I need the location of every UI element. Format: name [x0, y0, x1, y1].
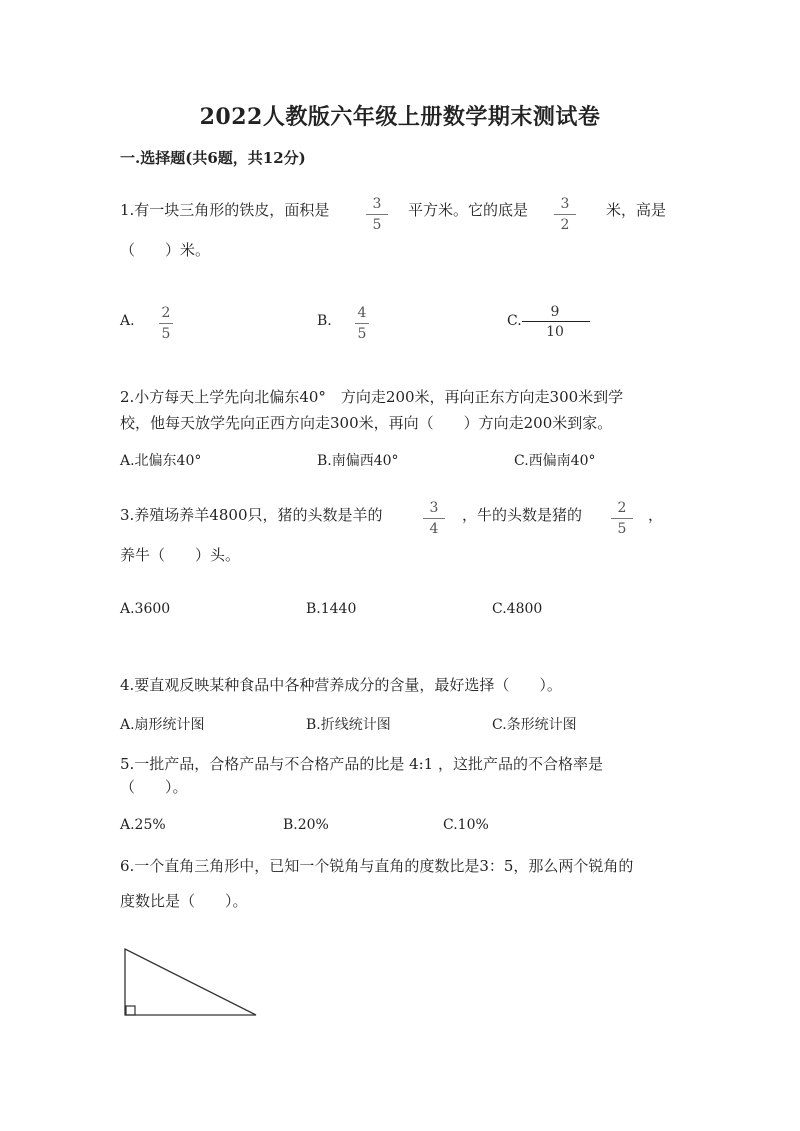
q3-option-b: B.1440 — [306, 601, 357, 617]
q5-text-line1: 5.一批产品，合格产品与不合格产品的比是 4:1 ，这批产品的不合格率是 — [120, 755, 603, 773]
q1-option-b-denominator: 5 — [357, 326, 367, 342]
q6-text-line1: 6.一个直角三角形中，已知一个锐角与直角的度数比是3：5，那么两个锐角的 — [120, 857, 634, 875]
q1-option-c-fraction-bar — [522, 321, 590, 322]
q4-option-b: B.折线统计图 — [306, 717, 391, 733]
q5-option-a: A.25% — [120, 817, 166, 833]
q2-option-c: C.西偏南40° — [514, 453, 596, 469]
q4-option-a: A.扇形统计图 — [120, 717, 205, 733]
q1-option-c-label: C. — [507, 313, 522, 329]
q1-option-c-numerator: 9 — [550, 304, 560, 320]
q3-option-a: A.3600 — [120, 601, 171, 617]
q1-text-line2: （ ）米。 — [120, 241, 211, 259]
q2-option-b: B.南偏西40° — [317, 453, 399, 469]
q3-fraction-pigs-denominator: 4 — [429, 521, 439, 537]
q3-fraction-pigs — [423, 499, 445, 538]
q4-option-c: C.条形统计图 — [492, 717, 577, 733]
q3-option-c: C.4800 — [492, 601, 543, 617]
q1-option-b-numerator: 4 — [357, 305, 367, 321]
q3-fraction-pigs-numerator: 3 — [429, 500, 439, 516]
q1-option-a-denominator: 5 — [161, 326, 171, 342]
right-angle-marker — [126, 1006, 135, 1015]
q1-text-part1: 1.有一块三角形的铁皮，面积是 — [120, 201, 330, 219]
section-heading: 一.选择题(共6题，共12分) — [120, 149, 306, 167]
q3-fraction-cows — [611, 499, 633, 538]
q1-text-part2: 平方米。它的底是 — [408, 201, 529, 219]
q1-text-part3: 米，高是 — [606, 201, 667, 219]
q3-text-part2: ，牛的头数是猪的 — [462, 506, 583, 524]
q1-fraction-area-denominator: 5 — [372, 217, 382, 233]
q2-text-line1: 2.小方每天上学先向北偏东40° 方向走200米，再向正东方向走300米到学 — [120, 388, 624, 406]
q1-option-b-label: B. — [317, 313, 332, 329]
q3-fraction-cows-numerator: 2 — [617, 500, 627, 516]
q1-fraction-base-denominator: 2 — [560, 217, 570, 233]
q1-option-a-label: A. — [120, 313, 135, 329]
q1-option-a-fraction — [159, 304, 173, 343]
q3-text-part1: 3.养殖场养羊4800只，猪的头数是羊的 — [120, 506, 383, 524]
q2-option-a: A.北偏东40° — [120, 453, 202, 469]
q5-option-b: B.20% — [283, 817, 329, 833]
right-triangle-figure — [115, 940, 265, 1025]
q5-text-line2: （ ）。 — [120, 778, 188, 796]
q4-text: 4.要直观反映某种食品中各种营养成分的含量，最好选择（ ）。 — [120, 676, 562, 694]
q1-fraction-base — [554, 195, 576, 234]
q1-fraction-base-numerator: 3 — [560, 196, 570, 212]
q1-fraction-area — [366, 195, 388, 234]
q1-fraction-area-numerator: 3 — [372, 196, 382, 212]
q3-fraction-cows-denominator: 5 — [617, 521, 627, 537]
q5-option-c: C.10% — [443, 817, 489, 833]
q1-option-a-numerator: 2 — [161, 305, 171, 321]
q6-text-line2: 度数比是（ ）。 — [120, 892, 248, 910]
q3-text-line2: 养牛（ ）头。 — [120, 546, 241, 564]
q2-text-line2: 校，他每天放学先向正西方向走300米，再向（ ）方向走200米到家。 — [120, 414, 613, 432]
page-title: 2022人教版六年级上册数学期末测试卷 — [199, 104, 601, 130]
q1-option-b-fraction — [355, 304, 369, 343]
q1-option-c-denominator: 10 — [546, 324, 564, 340]
q3-text-part3: ， — [648, 506, 664, 524]
